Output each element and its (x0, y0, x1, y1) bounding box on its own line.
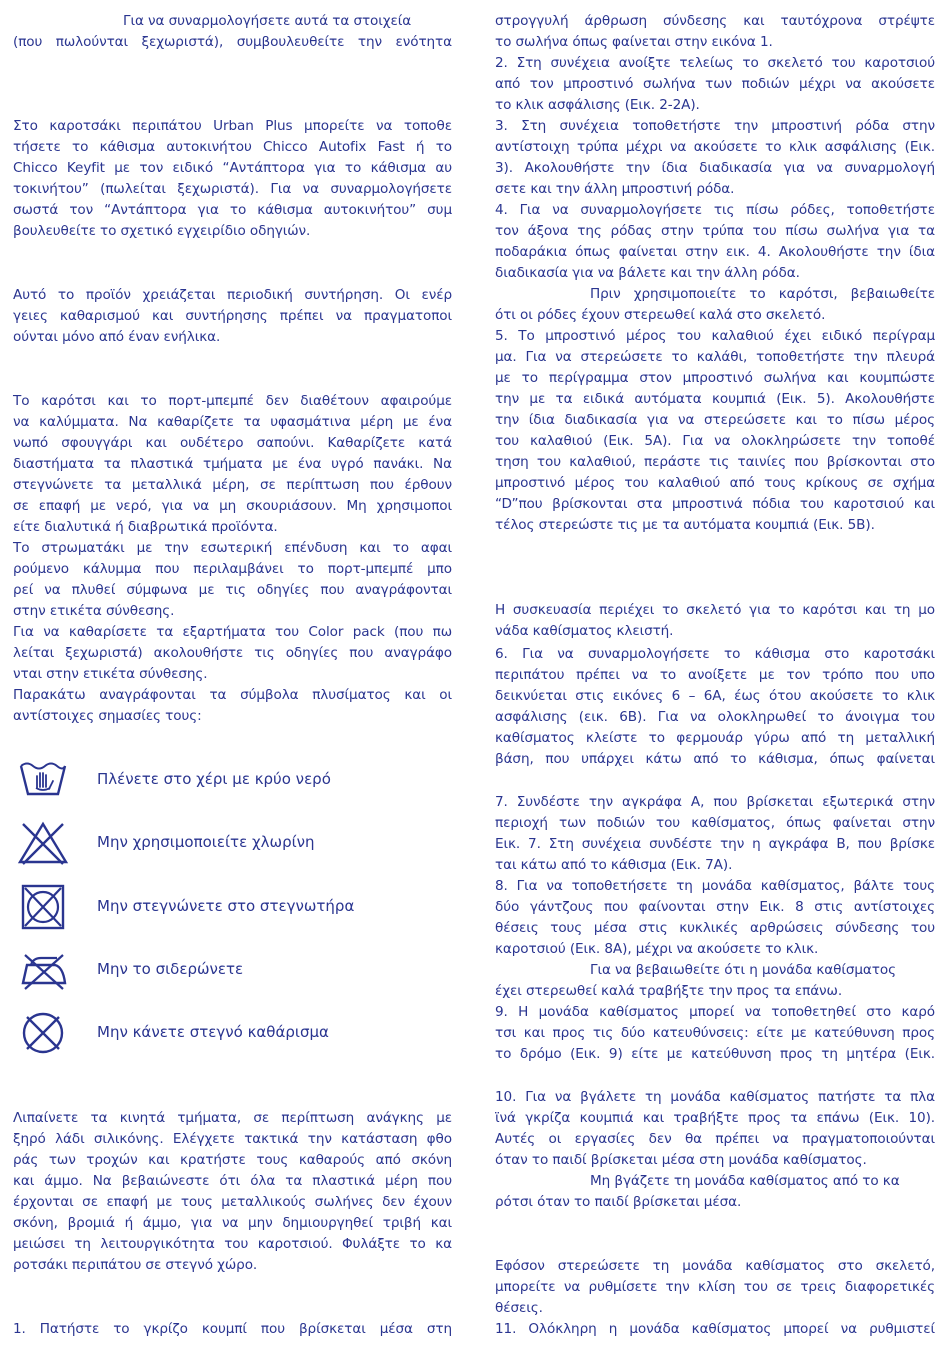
text-line: την με τα ειδικά αυτόματα κουμπιά (Εικ. 5). Ακολουθήστε (495, 391, 935, 407)
text-line: μειώσει τη λειτουργικότητα του καροτσιού. Φυλάξτε το κα (13, 1236, 452, 1252)
care-symbol-label: Μην το σιδερώνετε (97, 960, 244, 978)
text-line: δεικνύεται στις εικόνες 6 – 6A, έως ότου ακούσετε το κλικ (495, 688, 935, 704)
care-symbol-row (13, 1010, 452, 1056)
text-line: με το περίγραμμα στον μπροστινό σωλήνα και κουμπώστε (495, 370, 935, 386)
text-line: ρότσι όταν το παιδί βρίσκεται μέσα. (495, 1194, 742, 1210)
no-iron-icon (17, 947, 69, 993)
text-line: Παρακάτω αναγράφονται τα σύμβολα πλυσίματος και οι (13, 687, 452, 703)
text-line: περιοχή των ποδιών του καθίσματος, όπως φαίνεται στην (495, 815, 935, 831)
text-line: έρχονται σε επαφή με τους μεταλλικούς σωλήνες δεν έχουν (13, 1194, 452, 1210)
text-line: νάδα καθίσματος κλειστή. (495, 623, 674, 639)
text-line: Chicco Keyfit με τον ειδικό “Αντάπτορα για το κάθισμα αυ (13, 160, 452, 176)
text-line: Για να βεβαιωθείτε ότι η μονάδα καθίσματος (590, 962, 896, 978)
text-line: ούνται μόνο από έναν ενήλικα. (13, 329, 221, 345)
text-line: σωστά τον “Αντάπτορα για το κάθισμα αυτοκινήτου” συμ (13, 202, 452, 218)
text-line: 9. Η μονάδα καθίσματος μπορεί να τοποθετηθεί στο καρό (495, 1004, 935, 1020)
text-line: περιπάτου πρέπει να το ανοίξετε με τον τρόπο που υπο (495, 667, 935, 683)
no-tumble-dry-icon (17, 884, 69, 930)
text-line: 2. Στη συνέχεια ανοίξτε τελείως το σκελετό του καροτσιού (495, 55, 935, 71)
text-line: είτε διαλυτικά ή διαβρωτικά προϊόντα. (13, 519, 278, 535)
text-line: την ίδια διαδικασία για να στερεώσετε και το πίσω μέρος (495, 412, 935, 428)
text-line: Στο καροτσάκι περιπάτου Urban Plus μπορείτε να τοποθε (13, 118, 452, 134)
text-line: “D”που βρίσκονται στα μπροστινά πόδια του καροτσιού και (495, 496, 935, 512)
text-line: 1. Πατήστε το γκρίζο κουμπί που βρίσκεται μέσα στη (13, 1321, 452, 1337)
text-line: διαδικασία για να βάλετε και την άλλη ρόδα. (495, 265, 800, 281)
text-line: νωπό σφουγγάρι και ουδέτερο σαπούνι. Καθαρίζετε κατά (13, 435, 452, 451)
text-line: τον άξονα της ρόδας στην τρύπα του πίσω σωλήνα για τα (495, 223, 935, 239)
text-line: το σωλήνα όπως φαίνεται στην εικόνα 1. (495, 34, 773, 50)
text-line: καροτσιού (Εικ. 8A), μέχρι να ακούσετε το κλικ. (495, 941, 819, 957)
text-line: αντίστοιχες σημασίες τους: (13, 708, 202, 724)
text-line: Το καρότσι και το πορτ-μπεμπέ δεν διαθέτουν αφαιρούμε (13, 393, 452, 409)
no-bleach-icon (17, 820, 69, 866)
text-line: ται κάτω από το κάθισμα (Εικ. 7A). (495, 857, 733, 873)
text-line: αντίστοιχη τρύπα μέχρι να ακούσετε το κλικ ασφάλισης (Εικ. (495, 139, 935, 155)
care-symbol-row (13, 947, 452, 993)
text-line: θέσεις. (495, 1300, 543, 1316)
hand-wash-icon (17, 757, 69, 803)
text-line: καθίσματος κλείστε το φερμουάρ γύρω από τη μεταλλική (495, 730, 935, 746)
text-line: θέσεις τους μέσα στις κυκλικές αρθρώσεις σύνδεσης του (495, 920, 935, 936)
text-line: λείται ξεχωριστά) ακολουθήστε τις οδηγίες που αναγράφο (13, 645, 452, 661)
text-line: ασφάλισης (εικ. 6B). Για να ολοκληρωθεί το άνοιγμα του (495, 709, 935, 725)
text-line: δύο γάντζους που φαίνονται στην Εικ. 8 στις αντίστοιχες (495, 899, 935, 915)
text-line: 4. Για να συναρμολογήσετε τις πίσω ρόδες, τοποθετήστε (495, 202, 935, 218)
text-line: Λιπαίνετε τα κινητά τμήματα, σε περίπτωση ανάγκης με (13, 1110, 452, 1126)
text-line: Εικ. 7. Στη συνέχεια συνδέστε την η αγκράφα B, που βρίσκε (495, 836, 935, 852)
text-line: Το στρωματάκι με την εσωτερική επένδυση και το αφαι (13, 540, 452, 556)
text-line: και άμμο. Να βεβαιώνεστε ότι όλα τα πλαστικά μέρη που (13, 1173, 452, 1189)
text-line: μπροστινό μέρος του καλαθιού από τους κρίκους σε σχήμα (495, 475, 935, 491)
text-line: τοκινήτου” (πωλείται ξεχωριστά). Για να συναρμολογήσετε (13, 181, 452, 197)
text-line: μπορείτε να ρυθμίσετε την κλίση του σε τρεις διαφορετικές (495, 1279, 935, 1295)
text-line: βάση, που υπάρχει κάτω από το κάθισμα, όπως φαίνεται (495, 751, 935, 767)
text-line: ότι οι ρόδες έχουν στερεωθεί καλά στο σκελετό. (495, 307, 826, 323)
text-line: σετε και την άλλη μπροστινή ρόδα. (495, 181, 735, 197)
text-line: ρούμενο κάλυμμα που περιλαμβάνει το πορτ-μπεμπέ μπο (13, 561, 452, 577)
text-line: Πριν χρησιμοποιείτε το καρότσι, βεβαιωθείτε (590, 286, 935, 302)
text-line: του καλαθιού (Εικ. 5A). Για να ολοκληρώσετε την τοποθέ (495, 433, 935, 449)
text-line: το κλικ ασφάλισης (Εικ. 2-2A). (495, 97, 700, 113)
text-line: από τον μπροστινό σωλήνα των ποδιών μέχρι να ακούσετε (495, 76, 935, 92)
text-line: να καλύμματα. Να καθαρίζετε τα υφασμάτινα μέρη με ένα (13, 414, 452, 430)
text-line: 11. Ολόκληρη η μονάδα καθίσματος μπορεί να ρυθμιστεί (495, 1321, 935, 1337)
text-line: 8. Για να τοποθετήσετε τη μονάδα καθίσματος, βάλτε τους (495, 878, 935, 894)
text-line: ράς των τροχών και κρατήστε τους καθαρούς από σκόνη (13, 1152, 452, 1168)
text-line: έχει στερεωθεί καλά τραβήξτε την προς τα επάνω. (495, 983, 843, 999)
text-line: Για να συναρμολογήσετε αυτά τα στοιχεία (123, 13, 412, 29)
text-line: μα. Για να στερεώσετε το καλάθι, τοποθετήστε την πλευρά (495, 349, 935, 365)
text-line: όταν το παιδί βρίσκεται μέσα στη μονάδα καθίσματος. (495, 1152, 867, 1168)
text-line: Εφόσον στερεώσετε τη μονάδα καθίσματος στο σκελετό, (495, 1258, 935, 1274)
care-symbol-row (13, 820, 452, 866)
care-symbol-label: Μην χρησιμοποιείτε χλωρίνη (97, 833, 315, 851)
text-line: 3). Ακολουθήστε την ίδια διαδικασία για να συναρμολογή (495, 160, 935, 176)
text-line: ρεί να πλυθεί σύμφωνα με τις οδηγίες που αναγράφονται (13, 582, 452, 598)
text-line: τηση του καλαθιού, περάστε τις ταινίες που βρίσκονται στο (495, 454, 935, 470)
text-line: ϊνά γκρίζα κουμπιά και τραβήξτε προς τα επάνω (Εικ. 10). (495, 1110, 935, 1126)
care-symbol-label: Μην κάνετε στεγνό καθάρισμα (97, 1023, 329, 1041)
text-line: το δρόμο (Εικ. 9) είτε με κατεύθυνση προς τη μητέρα (Εικ. (495, 1046, 935, 1062)
text-line: 7. Συνδέστε την αγκράφα A, που βρίσκεται εξωτερικά στην (495, 794, 935, 810)
text-line: ποδαράκια όπως φαίνεται στην εικ. 4. Ακολουθήστε την ίδια (495, 244, 935, 260)
text-line: διαστήματα τα πλαστικά τμήματα με ένα υγρό πανάκι. Να (13, 456, 452, 472)
text-line: στρογγυλή άρθρωση σύνδεσης και ταυτόχρονα στρέψτε (495, 13, 935, 29)
text-line: στεγνώνετε τα μεταλλικά μέρη, σε περίπτωση που έρθουν (13, 477, 452, 493)
text-line: 5. Το μπροστινό μέρος του καλαθιού έχει ειδικό περίγραμ (495, 328, 935, 344)
no-dry-clean-icon (17, 1010, 69, 1056)
text-line: 6. Για να συναρμολογήσετε το κάθισμα στο καροτσάκι (495, 646, 935, 662)
care-symbol-label: Πλένετε στο χέρι με κρύο νερό (97, 770, 331, 788)
text-line: σε επαφή με νερό, για να μη σκουριάσουν. Μη χρησιμοποι (13, 498, 452, 514)
text-line: 3. Στη συνέχεια τοποθετήστε την μπροστινή ρόδα στην (495, 118, 935, 134)
text-line: σκόνη, βρομιά ή άμμο, για να μην δημιουργηθεί τριβή και (13, 1215, 452, 1231)
text-line: Η συσκευασία περιέχει το σκελετό για το καρότσι και τη μο (495, 602, 935, 618)
text-line: (που πωλούνται ξεχωριστά), συμβουλευθείτε την ενότητα (13, 34, 452, 50)
text-line: βουλευθείτε το σχετικό εγχειρίδιο οδηγιών. (13, 223, 311, 239)
text-line: τέλος στερεώστε τις με τα αυτόματα κουμπιά (Εικ. 5B). (495, 517, 875, 533)
text-line: 10. Για να βγάλετε τη μονάδα καθίσματος πατήστε τα πλα (495, 1089, 935, 1105)
text-line: Μη βγάζετε τη μονάδα καθίσματος από το κα (590, 1173, 900, 1189)
text-line: ξηρό λάδι σιλικόνης. Ελέγχετε τακτικά την κατάσταση φθο (13, 1131, 452, 1147)
text-line: τσι και προς τις δύο κατευθύνσεις: είτε με κατεύθυνση προς (495, 1025, 935, 1041)
text-line: Για να καθαρίσετε τα εξαρτήματα του Color pack (που πω (13, 624, 452, 640)
text-line: Αυτές οι εργασίες δεν θα πρέπει να πραγματοποιούνται (495, 1131, 935, 1147)
text-line: τήσετε το κάθισμα αυτοκινήτου Chicco Autofix Fast ή το (13, 139, 452, 155)
care-symbol-label: Μην στεγνώνετε στο στεγνωτήρα (97, 897, 355, 915)
text-line: Αυτό το προϊόν χρειάζεται περιοδική συντήρηση. Οι ενέρ (13, 287, 452, 303)
text-line: στην ετικέτα σύνθεσης. (13, 603, 175, 619)
care-symbol-row (13, 884, 452, 930)
text-line: ροτσάκι περιπάτου σε στεγνό χώρο. (13, 1257, 258, 1273)
text-line: νται στην ετικέτα σύνθεσης. (13, 666, 208, 682)
text-line: γειες καθαρισμού και συντήρησης πρέπει να πραγματοποι (13, 308, 452, 324)
care-symbol-row (13, 757, 452, 803)
